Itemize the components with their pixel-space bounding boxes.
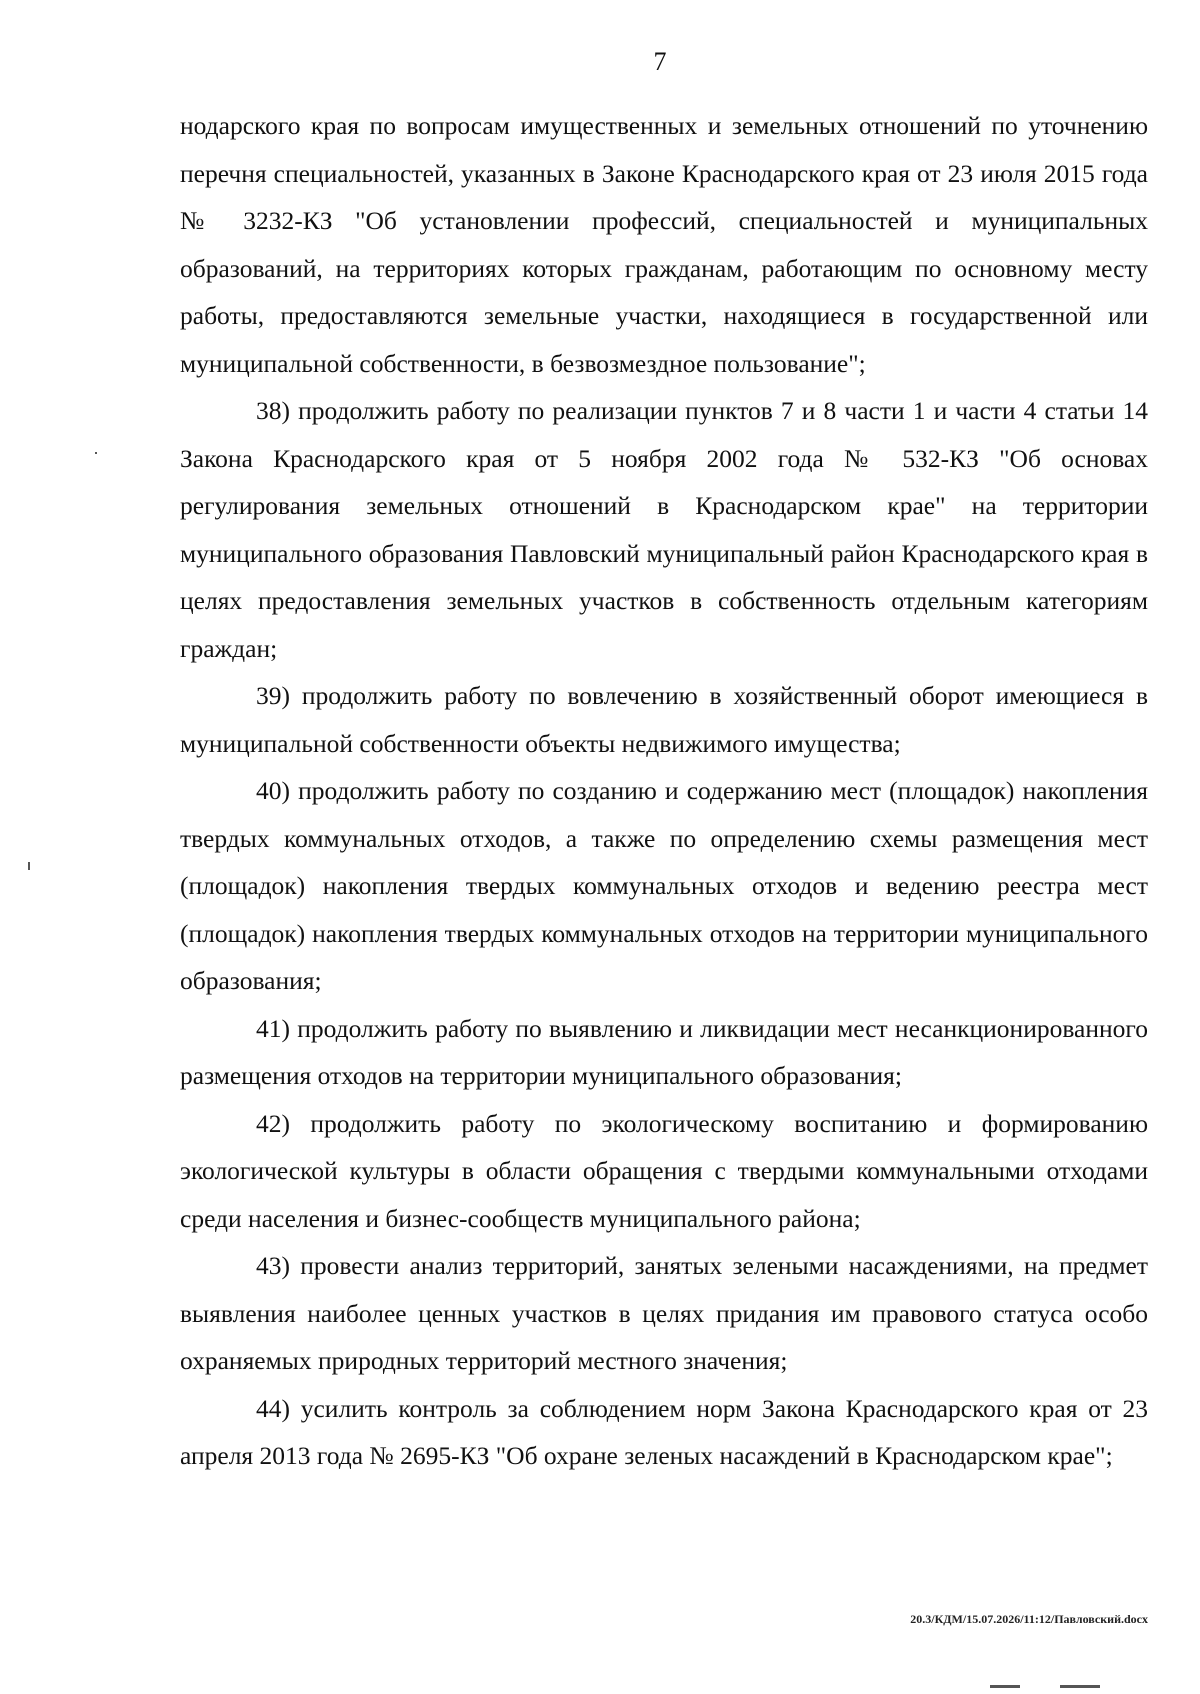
paragraph-item-44: 44) усилить контроль за соблюдением норм Закона Краснодарского края от 23 апреля 2013 года № 2695-КЗ "Об охране зеленых насаждений в Краснодарском крае"; [180, 1393, 1148, 1470]
document-body [180, 102, 1148, 1480]
paragraph-item-40: 40) продолжить работу по созданию и содержанию мест (площадок) накопления твердых коммунальных отходов, а также по определению схемы размещения мест (площадок) накопления твердых коммунальных отходов и ведению реестра мест (площадок) накопления твердых коммунальных отходов на территории муниципального образования; [180, 776, 1148, 995]
file-reference: 20.3/КДМ/15.07.2026/11:12/Павловский.docx [910, 1612, 1148, 1626]
scan-mark [1060, 1685, 1100, 1688]
paragraph-item-42: 42) продолжить работу по экологическому воспитанию и формированию экологической культуры в области обращения с твердыми коммунальными отходами среди населения и бизнес-сообществ муниципального района; [180, 1108, 1148, 1233]
paragraph-item-39: 39) продолжить работу по вовлечению в хозяйственный оборот имеющиеся в муниципальной собственности объекты недвижимого имущества; [180, 681, 1148, 758]
scan-mark [95, 452, 97, 454]
paragraph-continuation: нодарского края по вопросам имущественных и земельных отношений по уточнению перечня специальностей, указанных в Законе Краснодарского края от 23 июля 2015 года № 3232-КЗ "Об установлении профессий, специальностей и муниципальных образований, на территориях которых гражданам, работающим по основному месту работы, предоставляются земельные участки, находящиеся в государственной или муниципальной собственности, в безвозмездное пользование"; [180, 111, 1148, 378]
paragraph-item-43: 43) провести анализ территорий, занятых зелеными насаждениями, на предмет выявления наиболее ценных участков в целях придания им правового статуса особо охраняемых природных территорий местного значения; [180, 1251, 1148, 1375]
scan-mark [990, 1685, 1020, 1688]
paragraph-item-38: 38) продолжить работу по реализации пунктов 7 и 8 части 1 и части 4 статьи 14 Закона Краснодарского края от 5 ноября 2002 года № 532-КЗ "Об основах регулирования земельных отношений в Краснодарском крае" на территории муниципального образования Павловский муниципальный район Краснодарского края в целях предоставления земельных участков в собственность отдельным категориям граждан; [180, 396, 1148, 663]
page-number: 7 [653, 47, 667, 76]
paragraph-item-41: 41) продолжить работу по выявлению и ликвидации мест несанкционированного размещения отходов на территории муниципального образования; [180, 1013, 1148, 1090]
scan-mark [28, 862, 30, 870]
